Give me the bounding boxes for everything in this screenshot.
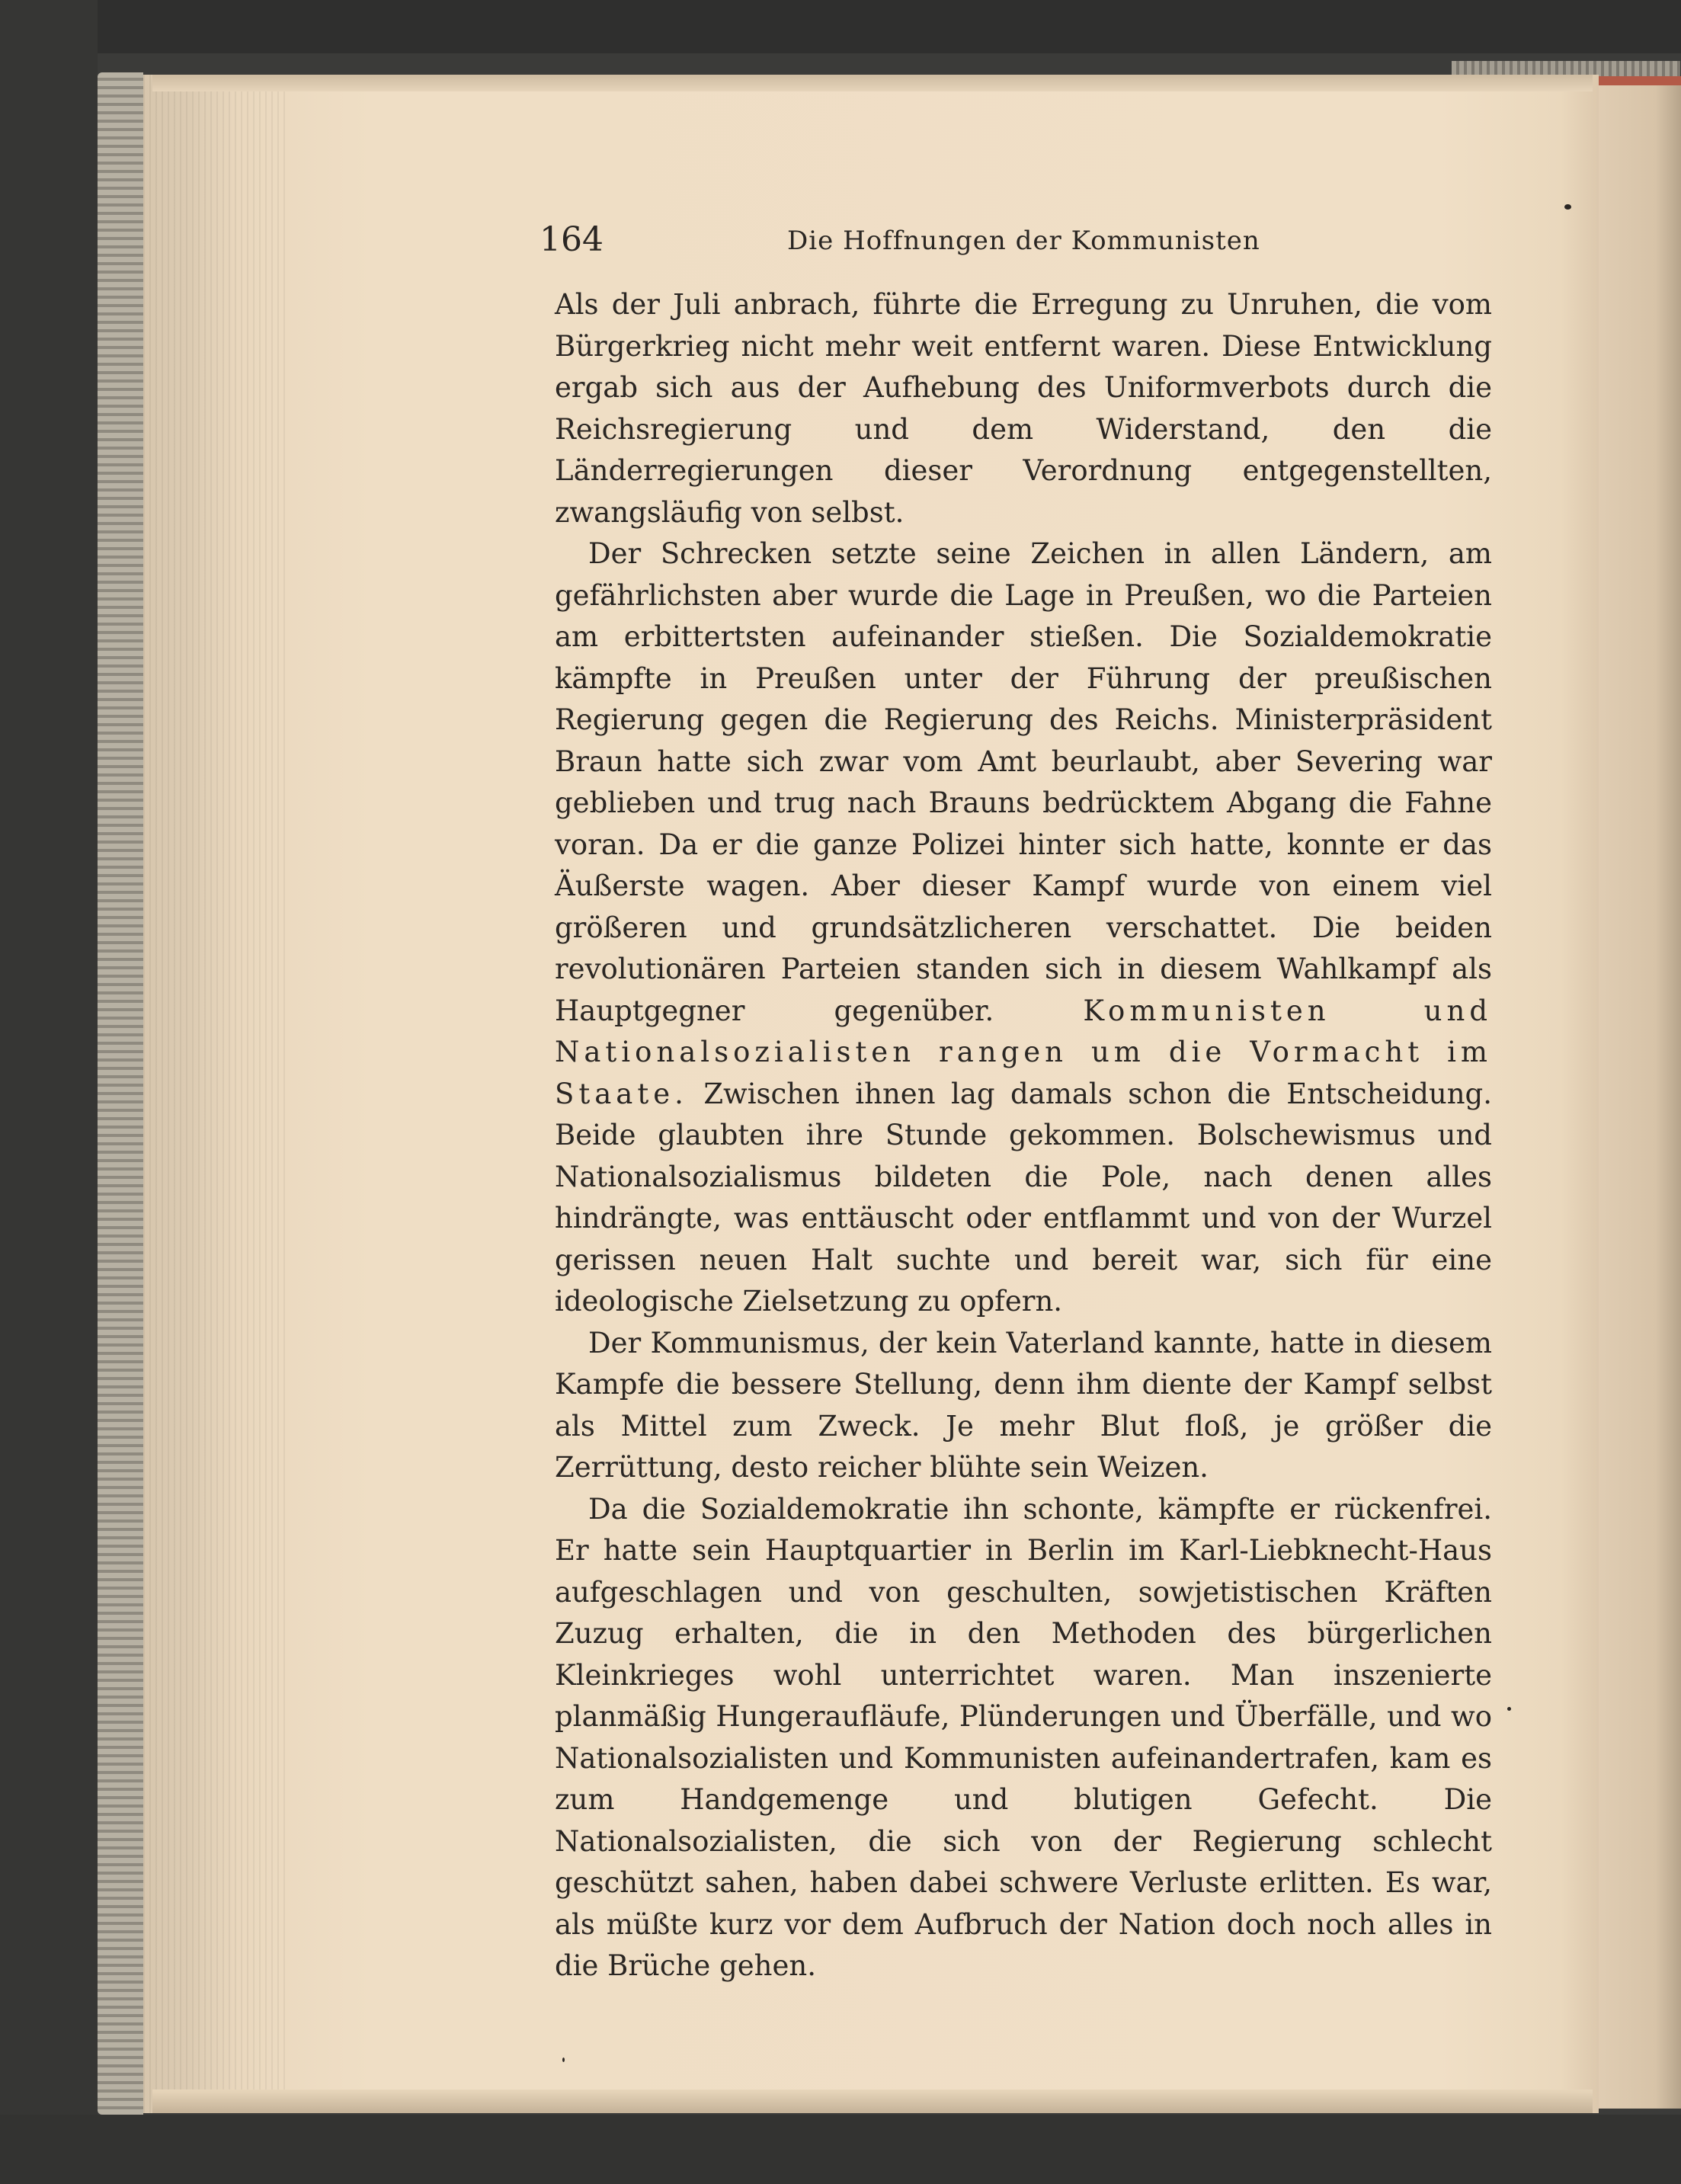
scan-background-top (0, 0, 1681, 53)
paragraph-3: Der Kommunismus, der kein Vaterland kannte, hatte in diesem Kampfe die bessere Stellung, denn ihm diente der Kampf selbst als Mittel zum Zweck. Je mehr Blut floß, je größer die Zerrüttung, desto reicher blühte sein Weizen. (555, 1326, 1492, 1484)
page-header (540, 217, 1492, 263)
page-number: 164 (540, 220, 604, 259)
paper-speck (1507, 1707, 1511, 1711)
page-stack-bottom (152, 2090, 1593, 2113)
body-text (555, 284, 1492, 1987)
paragraph-4: Da die Sozialdemokratie ihn schonte, kämpfte er rückenfrei. Er hatte sein Hauptquartier in Berlin im Karl-Liebknecht-Haus aufgeschlagen und von geschulten, sowjetistischen Kräften Zuzug erhalten, die in den Methoden des bürgerlichen Kleinkrieges wohl unterrichtet waren. Man inszenierte planmäßig Hungeraufläufe, Plünderungen und Überfälle, und wo Nationalsozialisten und Kommunisten aufeinandertrafen, kam es zum Handgemenge und blutigen Gefecht. Die Nationalsozialisten, die sich von der Regierung schlecht geschützt sahen, haben dabei schwere Verluste erlitten. Es war, als müßte kurz vor dem Aufbruch der Nation doch noch alles in die Brüche gehen. (555, 1492, 1492, 1982)
running-head: Die Hoffnungen der Kommunisten (787, 226, 1260, 256)
book-cover-edge-left (98, 72, 143, 2115)
paper-speck (562, 2058, 565, 2062)
scan-background-left (0, 0, 98, 2184)
page-stack-top (152, 75, 1593, 91)
page-stack-edges (143, 75, 288, 2113)
facing-page-strip (1596, 85, 1681, 2109)
scan-background-bottom (0, 2115, 1681, 2184)
paragraph-2-spaced-emphasis: Kommunisten und Nationalsozialisten rangen um die Vormacht im Staate. (555, 994, 1493, 1110)
paragraph-2-text-after: Zwischen ihnen lag damals schon die Entscheidung. Beide glaubten ihre Stunde gekommen. Bolschewismus und Nationalsozialismus bildeten die Pole, nach denen alles hindrängte, was enttäuscht oder entflammt und von der Wurzel gerissen neuen Halt suchte und bereit war, sich für eine ideologische Zielsetzung zu opfern. (555, 1077, 1492, 1318)
paragraph-2-text-before: Der Schrecken setzte seine Zeichen in allen Ländern, am gefährlichsten aber wurde die Lage in Preußen, wo die Parteien am erbittertsten aufeinander stießen. Die Sozialdemokratie kämpfte in Preußen unter der Führung der preußischen Regierung gegen die Regierung des Reichs. Ministerpräsident Braun hatte sich zwar vom Amt beurlaubt, aber Severing war geblieben und trug nach Brauns bedrücktem Abgang die Fahne voran. Da er die ganze Polizei hinter sich hatte, konnte er das Äußerste wagen. Aber dieser Kampf wurde von einem viel größeren und grundsätzlicheren verschattet. Die beiden revolutionären Parteien standen sich in diesem Wahlkampf als Hauptgegner gegenüber. (555, 537, 1492, 1027)
paragraph-2 (555, 533, 1492, 1323)
paragraph-1: Als der Juli anbrach, führte die Erregung zu Unruhen, die vom Bürgerkrieg nicht mehr weit entfernt waren. Diese Entwicklung ergab sich aus der Aufhebung des Uniformverbots durch die Reichsregierung und dem Widerstand, den die Länderregierungen dieser Verordnung entgegenstellten, zwangsläufig von selbst. (555, 288, 1492, 529)
paper-speck (1564, 204, 1571, 210)
